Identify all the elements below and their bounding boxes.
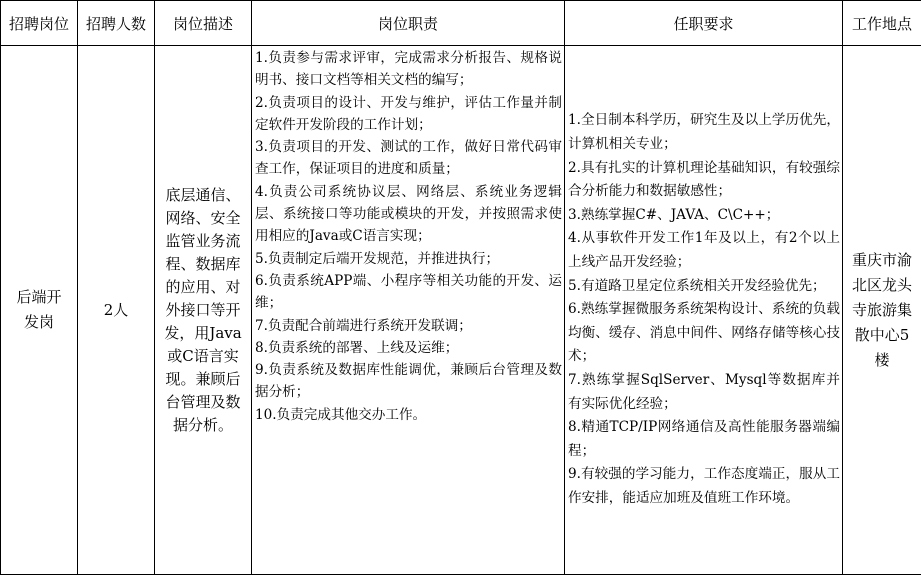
cell-headcount: 2人	[78, 46, 155, 575]
list-item: 6.负责系统APP端、小程序等相关功能的开发、运维；	[255, 272, 562, 312]
list-item: 8.负责系统的部署、上线及运维；	[255, 339, 459, 356]
duties-list	[255, 47, 562, 426]
cell-requirements	[565, 46, 843, 575]
cell-location	[843, 46, 921, 575]
list-item: 2.负责项目的设计、开发与维护，评估工作量并制定软件开发阶段的工作计划；	[255, 94, 562, 133]
list-item: 8.精通TCP/IP网络通信及高性能服务器端编程；	[568, 419, 840, 459]
list-item: 1.负责参与需求评审，完成需求分析报告、规格说明书、接口文档等相关文档的编写；	[255, 50, 562, 89]
list-item: 10.负责完成其他交办工作。	[255, 406, 427, 423]
header-requirements: 任职要求	[565, 1, 843, 46]
list-item: 9.有较强的学习能力，工作态度端正，服从工作安排，能适应加班及值班工作环境。	[568, 466, 840, 506]
header-duties: 岗位职责	[252, 1, 565, 46]
header-location: 工作地点	[843, 1, 921, 46]
list-item: 6.熟练掌握微服务系统架构设计、系统的负载均衡、缓存、消息中间件、网络存储等核心技术；	[568, 301, 840, 365]
list-item: 5.有道路卫星定位系统相关开发经验优先；	[568, 277, 826, 294]
list-item: 2.具有扎实的计算机理论基础知识，有较强综合分析能力和数据敏感性；	[568, 159, 840, 200]
list-item: 4.负责公司系统协议层、网络层、系统业务逻辑层、系统接口等功能或模块的开发，并按照需求使用相应的Java或C语言实现；	[255, 183, 562, 245]
header-row	[1, 1, 921, 46]
header-position: 招聘岗位	[1, 1, 78, 46]
position-text: 后端开发岗	[16, 288, 62, 331]
cell-description: 底层通信、网络、安全监管业务流程、数据库的应用、对外接口等开发，用Java或C语言实现。兼顾后台管理及数据分析。	[155, 46, 252, 575]
list-item: 3.负责项目的开发、测试的工作，做好日常代码审查工作，保证项目的进度和质量；	[255, 139, 562, 178]
header-description: 岗位描述	[155, 1, 252, 46]
cell-duties	[252, 46, 565, 575]
cell-position	[1, 46, 78, 575]
list-item: 9.负责系统及数据库性能调优，兼顾后台管理及数据分析；	[255, 362, 562, 401]
list-item: 7.熟练掌握SqlServer、Mysql等数据库并有实际优化经验；	[568, 371, 840, 412]
location-text: 重庆市渝北区龙头寺旅游集散中心5楼	[851, 250, 912, 369]
list-item: 1.全日制本科学历，研究生及以上学历优先，计算机相关专业；	[568, 112, 840, 153]
table-row	[1, 46, 921, 575]
requirements-list	[568, 109, 840, 510]
list-item: 5.负责制定后端开发规范，并推进执行；	[255, 250, 500, 267]
list-item: 4.从事软件开发工作1年及以上，有2个以上上线产品开发经验；	[568, 230, 840, 271]
list-item: 3.熟练掌握C#、JAVA、C\C++；	[568, 206, 780, 223]
header-headcount: 招聘人数	[78, 1, 155, 46]
list-item: 7.负责配合前端进行系统开发联调；	[255, 317, 472, 334]
